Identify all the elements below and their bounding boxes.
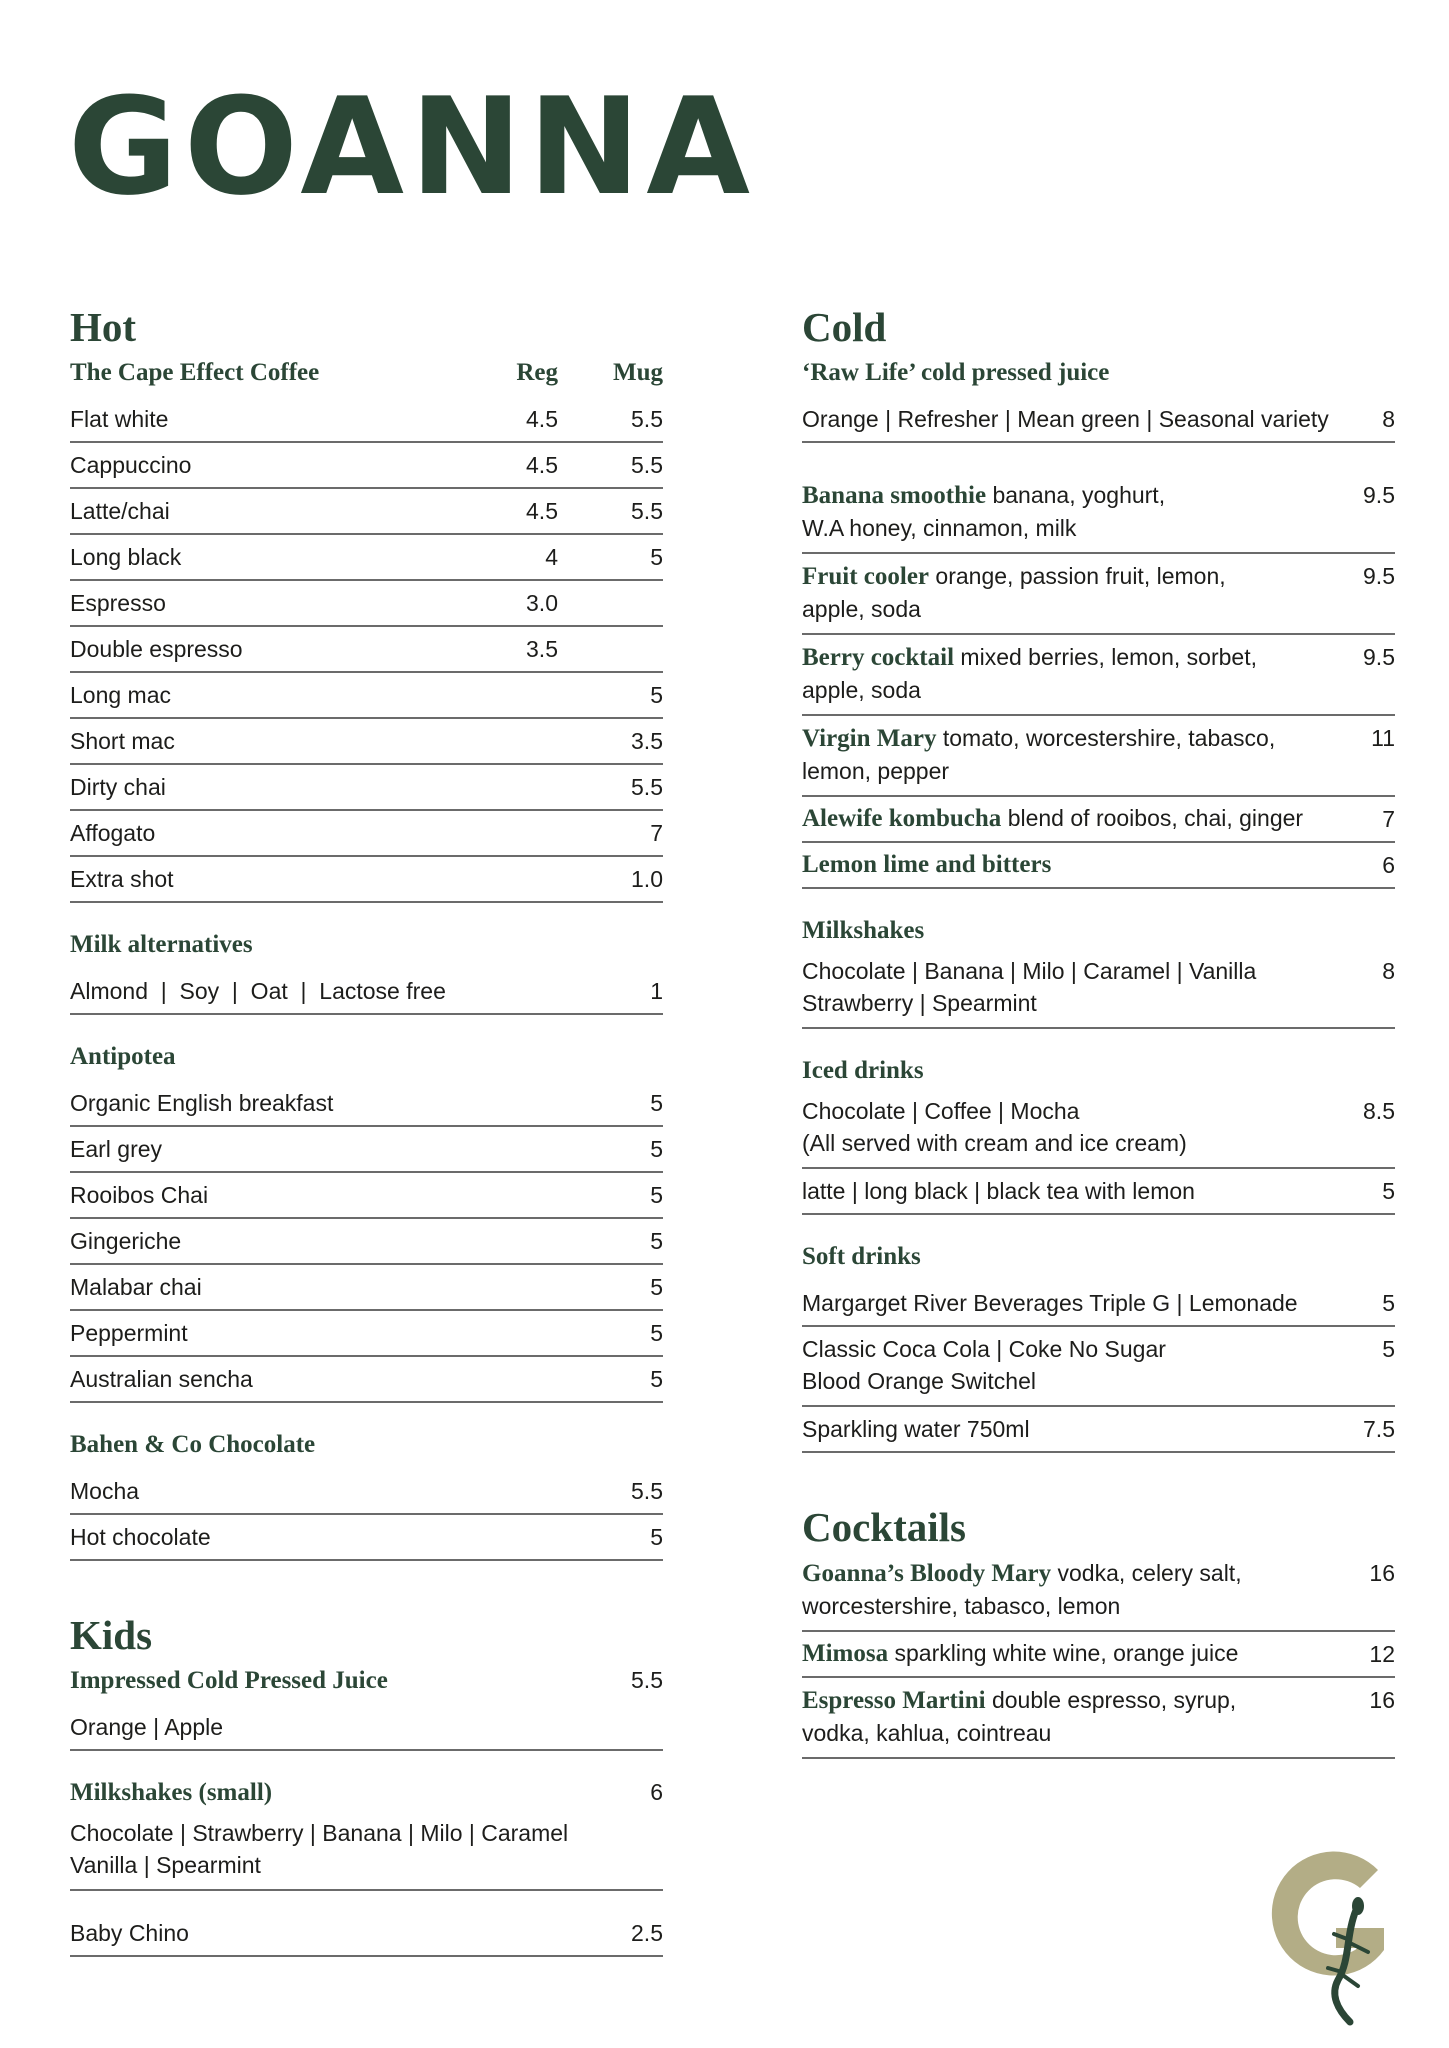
menu-item: Goanna’s Bloody Mary vodka, celery salt, worcestershire, tabasco, lemon 16 bbox=[802, 1551, 1395, 1632]
subsection-coffee bbox=[70, 351, 663, 397]
section-title-cocktails: Cocktails bbox=[802, 1504, 966, 1550]
menu-item: Earl grey 5 bbox=[70, 1127, 663, 1173]
menu-item: Orange | Refresher | Mean green | Seasonal variety 8 bbox=[802, 397, 1395, 443]
menu-item: Berry cocktail mixed berries, lemon, sorbet, apple, soda 9.5 bbox=[802, 635, 1395, 716]
menu-item: Chocolate | Banana | Milo | Caramel | Vanilla Strawberry | Spearmint 8 bbox=[802, 955, 1395, 1029]
left-column bbox=[70, 304, 663, 1957]
col-mug-header: Mug bbox=[613, 359, 663, 386]
menu-item: Espresso 3.0 bbox=[70, 581, 663, 627]
menu-item: Lemon lime and bitters 6 bbox=[802, 843, 1395, 889]
right-column bbox=[802, 304, 1395, 1759]
menu-item: Alewife kombucha blend of rooibos, chai, ginger 7 bbox=[802, 797, 1395, 843]
menu-item: Malabar chai 5 bbox=[70, 1265, 663, 1311]
menu-item: Chocolate | Coffee | Mocha (All served with cream and ice cream) 8.5 bbox=[802, 1095, 1395, 1169]
menu-item: Margarget River Beverages Triple G | Lemonade 5 bbox=[802, 1281, 1395, 1327]
coffee-title: The Cape Effect Coffee bbox=[70, 359, 320, 386]
coffee-list bbox=[70, 397, 663, 903]
menu-item: Classic Coca Cola | Coke No Sugar Blood Orange Switchel 5 bbox=[802, 1327, 1395, 1407]
menu-item: Orange | Apple bbox=[70, 1705, 663, 1751]
menu-item: Affogato 7 bbox=[70, 811, 663, 857]
menu-item: Virgin Mary tomato, worcestershire, tabasco, lemon, pepper 11 bbox=[802, 716, 1395, 797]
menu-item: Extra shot 1.0 bbox=[70, 857, 663, 903]
menu-item: Short mac 3.5 bbox=[70, 719, 663, 765]
subsection-chocolate: Bahen & Co Chocolate bbox=[70, 1431, 316, 1458]
brand-logo: GOANNA bbox=[68, 69, 757, 225]
menu-item: Almond | Soy | Oat | Lactose free 1 bbox=[70, 969, 663, 1015]
menu-item: Peppermint 5 bbox=[70, 1311, 663, 1357]
subsection-antipotea: Antipotea bbox=[70, 1043, 176, 1070]
menu-item: Banana smoothie banana, yoghurt, W.A honey, cinnamon, milk 9.5 bbox=[802, 473, 1395, 554]
menu-item: Latte/chai 4.5 5.5 bbox=[70, 489, 663, 535]
menu-item: Fruit cooler orange, passion fruit, lemon, apple, soda 9.5 bbox=[802, 554, 1395, 635]
menu-item: Long black 4 5 bbox=[70, 535, 663, 581]
menu-item: Mocha 5.5 bbox=[70, 1469, 663, 1515]
goanna-g-lizard-icon bbox=[1258, 1840, 1398, 2030]
menu-item: Australian sencha 5 bbox=[70, 1357, 663, 1403]
menu-item: Hot chocolate 5 bbox=[70, 1515, 663, 1561]
col-reg-header: Reg bbox=[516, 359, 558, 386]
menu-item: Rooibos Chai 5 bbox=[70, 1173, 663, 1219]
kids-milkshake-heading: Milkshakes (small) 6 bbox=[70, 1779, 663, 1806]
subsection-milkshakes: Milkshakes bbox=[802, 917, 925, 944]
subsection-soft: Soft drinks bbox=[802, 1243, 921, 1270]
section-title-kids: Kids bbox=[70, 1612, 153, 1658]
menu-item: Flat white 4.5 5.5 bbox=[70, 397, 663, 443]
menu-item: Baby Chino 2.5 bbox=[70, 1911, 663, 1957]
menu-item: Espresso Martini double espresso, syrup, vodka, kahlua, cointreau 16 bbox=[802, 1678, 1395, 1759]
menu-item: Dirty chai 5.5 bbox=[70, 765, 663, 811]
menu-item: Chocolate | Strawberry | Banana | Milo | Caramel Vanilla | Spearmint bbox=[70, 1817, 663, 1891]
section-title-cold: Cold bbox=[802, 304, 887, 350]
menu-item: Organic English breakfast 5 bbox=[70, 1081, 663, 1127]
menu-item: Long mac 5 bbox=[70, 673, 663, 719]
menu-item: Double espresso 3.5 bbox=[70, 627, 663, 673]
section-title-hot: Hot bbox=[70, 304, 137, 350]
menu-item: Mimosa sparkling white wine, orange juice 12 bbox=[802, 1632, 1395, 1678]
kids-juice-heading: Impressed Cold Pressed Juice 5.5 bbox=[70, 1667, 663, 1694]
menu-item: Cappuccino 4.5 5.5 bbox=[70, 443, 663, 489]
menu-item: Sparkling water 750ml 7.5 bbox=[802, 1407, 1395, 1453]
menu-item: Gingeriche 5 bbox=[70, 1219, 663, 1265]
subsection-milk: Milk alternatives bbox=[70, 931, 253, 958]
menu-item: latte | long black | black tea with lemon 5 bbox=[802, 1169, 1395, 1215]
subsection-juice: ‘Raw Life’ cold pressed juice bbox=[802, 359, 1110, 386]
subsection-iced: Iced drinks bbox=[802, 1057, 924, 1084]
